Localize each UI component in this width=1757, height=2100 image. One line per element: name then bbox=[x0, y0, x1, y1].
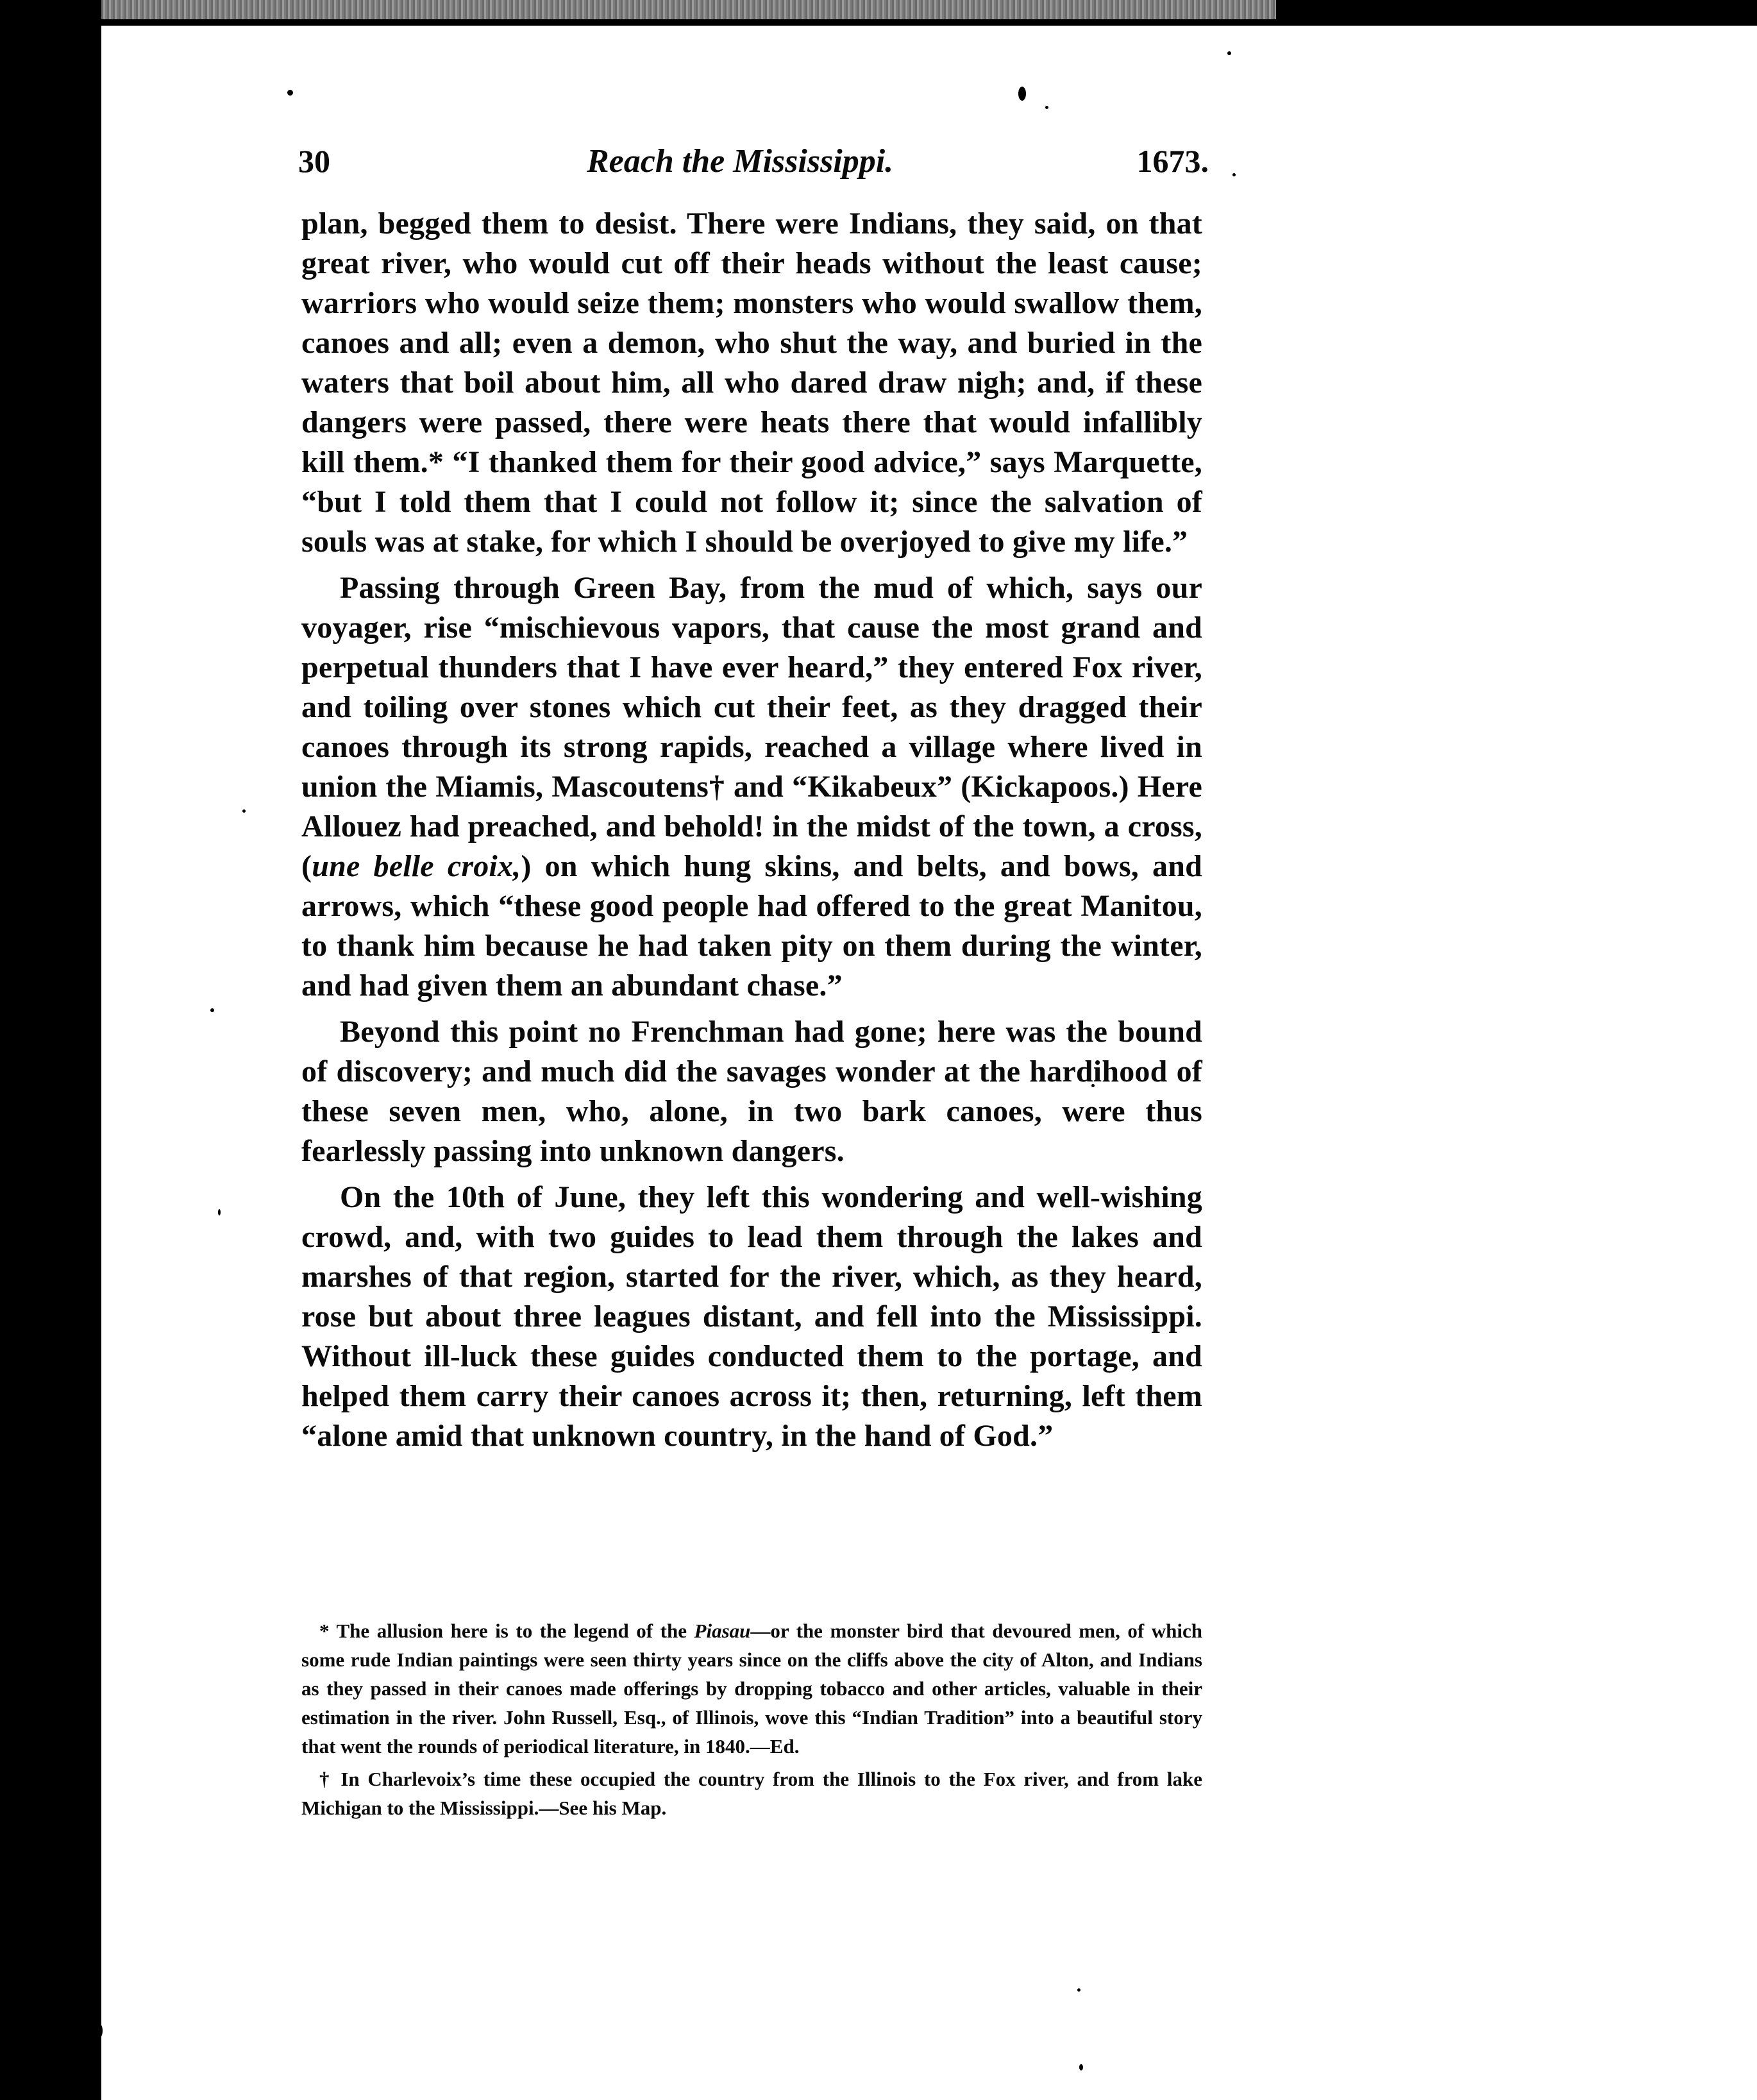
scan-speck bbox=[210, 1008, 214, 1012]
running-title: Reach the Mississippi. bbox=[587, 143, 894, 180]
footnote-1 bbox=[301, 1616, 1202, 1761]
paragraph-1: plan, begged them to desist. There were Indians, they said, on that great river, who would cut off their heads without the least cause; warriors who would seize them; monsters who would swallow them, canoes and all; even a demon, who shut the way, and buried in the waters that boil about him, all who dared draw nigh; and, if these dangers were passed, there were heats there that would infallibly kill them.* “I thanked them for their good advice,” says Marquette, “but I told them that I could not follow it; since the salvation of souls was at stake, for which I should be overjoyed to give my life.” bbox=[301, 207, 1202, 559]
footnote-2: † In Charlevoix’s time these occupied the country from the Illinois to the Fox river, and from lake Michigan to the Mississippi.—See his Map. bbox=[301, 1768, 1202, 1819]
paragraph-2 bbox=[301, 568, 1202, 1006]
scan-speck bbox=[1077, 1988, 1080, 1992]
footnote-1-part-a: * The allusion here is to the legend of the bbox=[319, 1620, 694, 1642]
paragraph-2-part-b: ) on which hung skins, and belts, and bows, and arrows, which “these good people had offered to the great Manitou, to thank him because he had taken pity on them during the winter, and had given them an abundant chase.” bbox=[301, 849, 1202, 1003]
body-text bbox=[301, 204, 1202, 1462]
paragraph-4: On the 10th of June, they left this wondering and well-wishing crowd, and, with two guides to lead them through the lakes and marshes of that region, started for the river, which, as they heard, rose but about three leagues distant, and fell into the Mississippi. Without ill-luck these guides conducted them to the portage, and helped them carry their canoes across it; then, returning, left them “alone amid that unknown country, in the hand of God.” bbox=[301, 1180, 1202, 1453]
footnote-1-part-b: —or the monster bird that devoured men, of which some rude Indian paintings were seen thirty years since on the cliffs above the city of Alton, and Indians as they passed in their canoes made offerings by dropping tobacco and other articles, valuable in their estimation in the river. John Russell, Esq., of Illinois, wove this “Indian Tradition” into a beautiful story that went the rounds of periodical literature, in 1840.—Ed. bbox=[301, 1620, 1202, 1757]
scan-speck bbox=[1227, 51, 1231, 55]
running-head bbox=[298, 142, 1209, 187]
running-year: 1673. bbox=[1136, 143, 1209, 179]
footnote-1-italic: Piasau bbox=[694, 1620, 751, 1642]
scan-border-left bbox=[0, 0, 101, 2100]
scan-speck bbox=[1232, 173, 1236, 176]
page-number: 30 bbox=[298, 143, 330, 179]
paragraph-3: Beyond this point no Frenchman had gone; here was the bound of discovery; and much did the savages wonder at the hardihood of these seven men, who, alone, in two bark canoes, were thus fearlessly passing into unknown dangers. bbox=[301, 1015, 1202, 1168]
paragraph-2-part-a: Passing through Green Bay, from the mud of which, says our voyager, rise “mischievous vapors, that cause the most grand and perpetual thunders that I have ever heard,” they entered Fox river, and toiling over stones which cut their feet, as they dragged their canoes through its strong rapids, reached a village where lived in union the Miamis, Mascoutens† and “Kikabeux” (Kickapoos.) Here Allouez had preached, and behold! in the midst of the town, a cross, ( bbox=[301, 571, 1202, 883]
scan-speck bbox=[1018, 87, 1026, 101]
scan-speck bbox=[96, 2024, 103, 2038]
scan-speck bbox=[287, 90, 293, 96]
scan-speck bbox=[1045, 106, 1048, 109]
scan-speck bbox=[1079, 2064, 1083, 2070]
paragraph-2-italic: une belle croix, bbox=[312, 849, 521, 883]
scan-speck bbox=[242, 809, 246, 813]
footnotes bbox=[301, 1616, 1202, 1826]
scan-edge-texture bbox=[101, 0, 1281, 19]
scan-speck bbox=[218, 1209, 221, 1215]
scan-border-top-right bbox=[1276, 0, 1757, 26]
